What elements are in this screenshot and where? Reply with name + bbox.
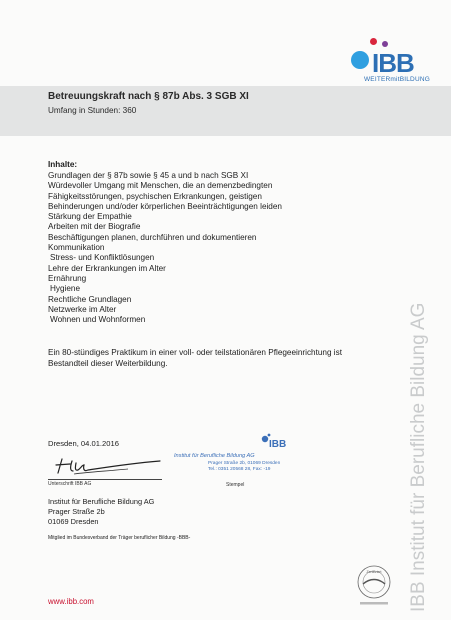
vertical-text: IBB Institut für Berufliche Bildung AG xyxy=(408,302,429,612)
issue-date: Dresden, 04.01.2016 xyxy=(48,439,119,448)
list-item: Kommunikation xyxy=(48,243,105,253)
list-item: Fähigkeitsstörungen, psychischen Erkrankungen, geistigen xyxy=(48,191,262,201)
address-street: Prager Straße 2b xyxy=(48,507,105,516)
list-item: Rechtliche Grundlagen xyxy=(48,294,132,304)
signature-label: Unterschrift IBB AG xyxy=(48,481,92,487)
membership-note: Mitglied im Bundesverband der Träger beruflicher Bildung -BBB- xyxy=(48,535,191,541)
list-item: Stärkung der Empathie xyxy=(48,212,132,222)
contents-heading: Inhalte: xyxy=(48,160,78,169)
list-item: Netzwerke im Alter xyxy=(48,304,117,314)
stamp-name: Institut für Berufliche Bildung AG xyxy=(174,453,255,459)
issuer-address xyxy=(48,497,154,527)
address-name: Institut für Berufliche Bildung AG xyxy=(48,497,155,506)
stamp-label: Stempel xyxy=(226,482,245,488)
logo-dot-red xyxy=(370,38,377,45)
logo-tagline: WEITERmitBILDUNG xyxy=(363,76,430,83)
list-item: Arbeiten mit der Biografie xyxy=(48,222,141,232)
list-item: Beschäftigungen planen, durchführen und dokumentieren xyxy=(48,232,257,242)
seal-text: Zertifiziert xyxy=(366,570,382,574)
list-item: Lehre der Erkrankungen im Alter xyxy=(48,263,166,273)
company-stamp xyxy=(168,432,298,480)
list-item: Hygiene xyxy=(50,284,81,294)
vertical-watermark xyxy=(398,290,434,615)
logo-dot-purple xyxy=(382,41,388,47)
website-link[interactable]: www.ibb.com xyxy=(48,597,94,606)
list-item: Grundlagen der § 87b sowie § 45 a und b nach SGB XI xyxy=(48,171,249,180)
address-city: 01069 Dresden xyxy=(48,517,99,526)
signature-image xyxy=(48,453,168,481)
list-item: Wohnen und Wohnformen xyxy=(50,315,146,325)
stamp-line1: Prager Straße 2b, 01069 Dresden xyxy=(208,461,281,466)
list-item: Würdevoller Umgang mit Menschen, die an demenzbedingten xyxy=(48,181,273,191)
ibb-logo xyxy=(348,33,428,89)
course-title: Betreuungskraft nach § 87b Abs. 3 SGB XI xyxy=(48,91,249,102)
logo-text: IBB xyxy=(372,48,414,78)
list-item: Stress- und Konfliktlösungen xyxy=(50,253,155,263)
stamp-logo: IBB xyxy=(269,439,287,450)
signature-line xyxy=(48,479,162,480)
contents-list xyxy=(48,171,338,325)
list-item: Behinderungen und/oder körperlichen Beeinträchtigungen leiden xyxy=(48,201,282,211)
logo-dot-blue xyxy=(351,51,369,69)
list-item: Ernährung xyxy=(48,273,87,283)
stamp-line2: Tel.: 0351 20568 28, Fax: -19 xyxy=(208,467,271,472)
course-scope: Umfang in Stunden: 360 xyxy=(48,106,137,115)
certification-seal-icon xyxy=(354,564,394,610)
practicum-note: Ein 80-stündiges Praktikum in einer voll- oder teilstationären Pflegeeinrichtung ist Bestandteil dieser Weiterbildung. xyxy=(48,348,342,368)
